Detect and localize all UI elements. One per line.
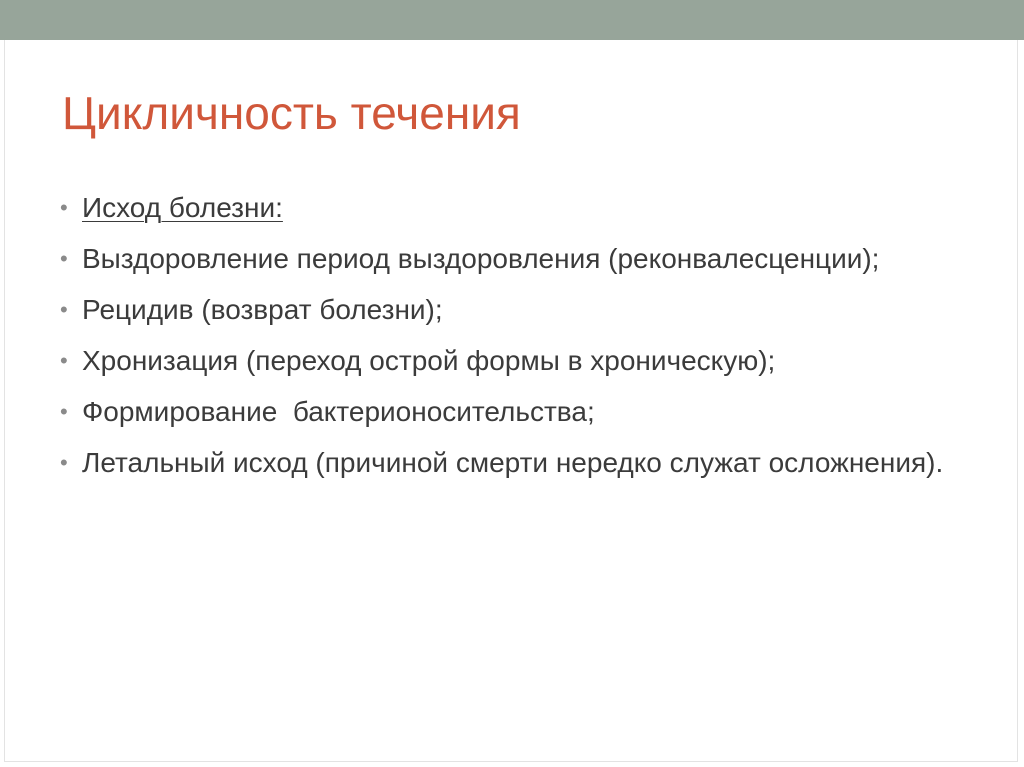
bullet-item <box>60 239 960 278</box>
bullet-text-recovery: Выздоровление период выздоровления (реконвалесценции); <box>82 243 880 274</box>
bullet-list <box>60 188 960 494</box>
bullet-dot-icon: • <box>60 450 68 475</box>
bullet-item <box>60 392 960 431</box>
bullet-item <box>60 188 960 227</box>
bullet-dot-icon: • <box>60 297 68 322</box>
bullet-text-carrier: Формирование бактерионосительства; <box>82 396 595 427</box>
bullet-text-relapse: Рецидив (возврат болезни); <box>82 294 443 325</box>
bullet-text-chronization: Хронизация (переход острой формы в хроническую); <box>82 345 776 376</box>
bullet-text-outcome: Исход болезни: <box>82 192 283 223</box>
bullet-item <box>60 290 960 329</box>
bullet-dot-icon: • <box>60 348 68 373</box>
bullet-item <box>60 443 960 482</box>
bullet-dot-icon: • <box>60 399 68 424</box>
bullet-dot-icon: • <box>60 246 68 271</box>
bullet-text-lethal: Летальный исход (причиной смерти нередко служат осложнения). <box>82 447 944 478</box>
slide-top-bar <box>0 0 1024 40</box>
bullet-dot-icon: • <box>60 195 68 220</box>
bullet-item <box>60 341 960 380</box>
slide-title: Цикличность течения <box>62 87 521 139</box>
